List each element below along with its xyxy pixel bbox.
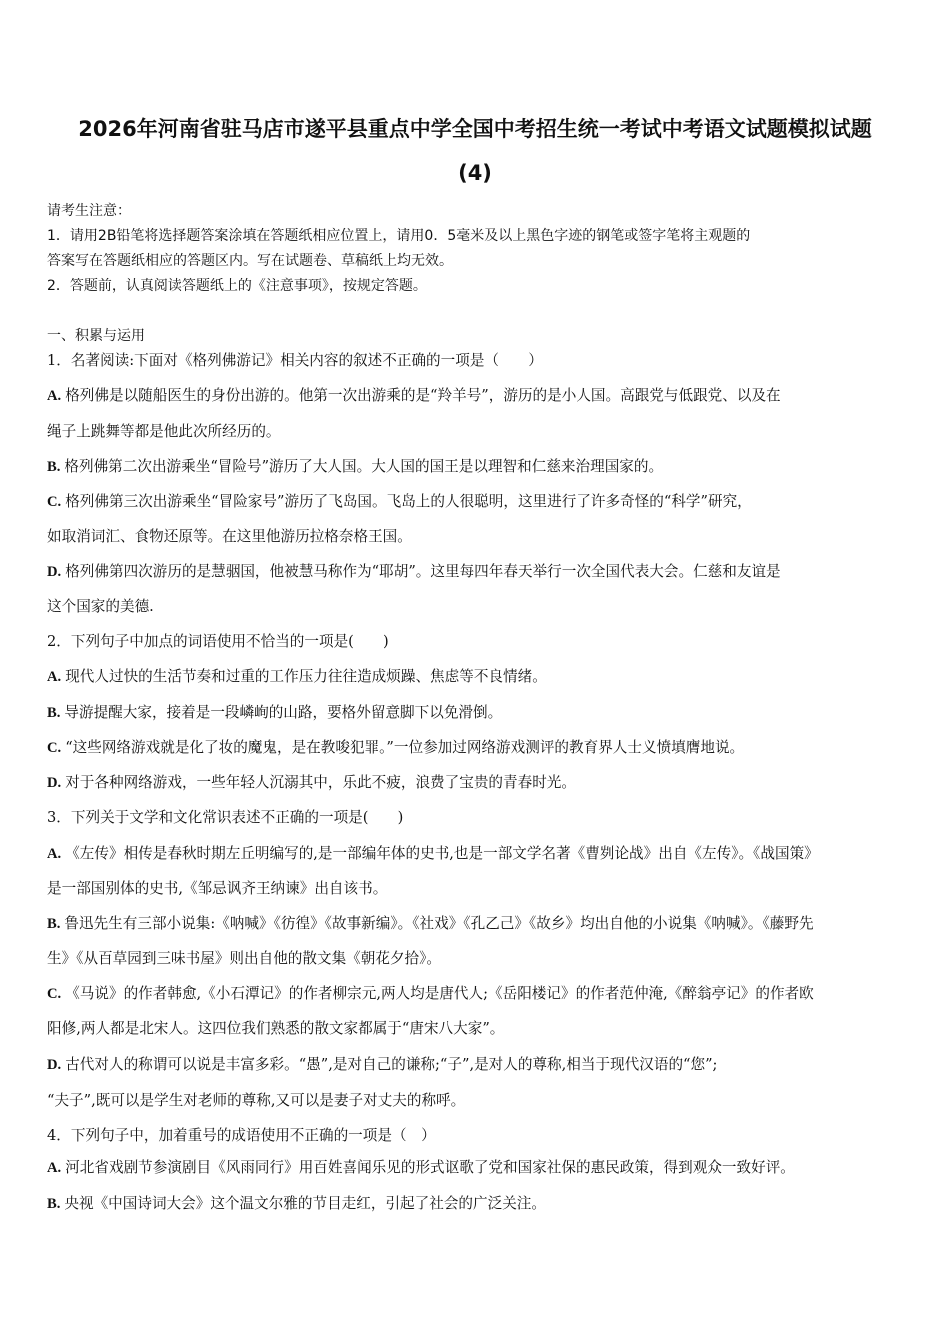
answer-option: [47, 844, 819, 864]
line-text: 河北省戏剧节参演剧目《风雨同行》用百姓喜闻乐见的形式讴歌了党和国家社保的惠民政策，得到观众一致好评。: [65, 1159, 795, 1176]
option-label: B.: [47, 459, 61, 475]
line-text: 格列佛第二次出游乘坐“冒险号”游历了大人国。大人国的国王是以理智和仁慈来治理国家的。: [64, 458, 664, 475]
option-label: B.: [47, 916, 61, 932]
notice-item: 答案写在答题纸相应的答题区内。写在试题卷、草稿纸上均无效。: [47, 253, 453, 269]
line-text: 导游提醒大家，接着是一段嶙峋的山路，要格外留意脚下以免滑倒。: [64, 704, 503, 721]
answer-option: [47, 703, 502, 723]
line-text: 绳子上跳舞等都是他此次所经历的。: [47, 423, 281, 440]
line-text: 对于各种网络游戏，一些年轻人沉溺其中，乐此不疲，浪费了宝贵的青春时光。: [65, 774, 576, 791]
notice-item: 2．答题前，认真阅读答题纸上的《注意事项》，按规定答题。: [47, 278, 427, 294]
answer-option: [47, 773, 576, 793]
answer-option: [47, 667, 547, 687]
section-heading: 一、积累与运用: [47, 328, 145, 344]
option-label: B.: [47, 1196, 61, 1212]
line-text: 如取消词汇、食物还原等。在这里他游历拉格奈格王国。: [47, 528, 412, 545]
line-text: 2．下列句子中加点的词语使用不恰当的一项是( ): [47, 633, 389, 650]
text-line: [47, 879, 387, 899]
option-label: C.: [47, 494, 62, 510]
line-text: 1．名著阅读:下面对《格列佛游记》相关内容的叙述不正确的一项是（ ）: [47, 352, 543, 369]
option-label: B.: [47, 705, 61, 721]
text-line: [47, 527, 412, 547]
line-text: 古代对人的称谓可以说是丰富多彩。“愚”,是对自己的谦称;“子”,是对人的尊称,相当于现代汉语的“您”;: [65, 1056, 718, 1073]
line-text: “夫子”,既可以是学生对老师的尊称,又可以是妻子对丈夫的称呼。: [47, 1092, 466, 1109]
answer-option: [47, 457, 663, 477]
question-stem: [47, 632, 389, 652]
line-text: 格列佛第四次游历的是慧骃国，他被慧马称作为“耶胡”。这里每四年春天举行一次全国代表大会。仁慈和友谊是: [65, 563, 781, 580]
line-text: “这些网络游戏就是化了妆的魔鬼，是在教唆犯罪。”一位参加过网络游戏测评的教育界人士义愤填膺地说。: [65, 739, 745, 756]
option-label: A.: [47, 388, 62, 404]
notice-item: 1．请用2B铅笔将选择题答案涂填在答题纸相应位置上，请用0．5毫米及以上黑色字迹的钢笔或签字笔将主观题的: [47, 228, 751, 244]
document-title: 2026年河南省驻马店市遂平县重点中学全国中考招生统一考试中考语文试题模拟试题: [78, 117, 872, 141]
answer-option: [47, 1055, 717, 1075]
answer-option: [47, 386, 781, 406]
line-text: 生》《从百草园到三味书屋》则出自他的散文集《朝花夕拾》。: [47, 950, 442, 967]
option-label: A.: [47, 1160, 62, 1176]
text-line: [47, 1091, 465, 1111]
text-line: [47, 949, 441, 969]
answer-option: [47, 984, 814, 1004]
notice-heading: 请考生注意：: [47, 203, 131, 219]
option-label: A.: [47, 846, 62, 862]
option-label: D.: [47, 1057, 62, 1073]
line-text: 是一部国别体的史书,《邹忌讽齐王纳谏》出自该书。: [47, 880, 388, 897]
line-text: 4．下列句子中，加着重号的成语使用不正确的一项是（ ）: [47, 1127, 436, 1144]
line-text: 这个国家的美德.: [47, 598, 154, 615]
answer-option: [47, 492, 752, 512]
option-label: A.: [47, 669, 62, 685]
text-line: [47, 422, 281, 442]
line-text: 格列佛是以随船医生的身份出游的。他第一次出游乘的是“羚羊号”，游历的是小人国。高跟党与低跟党、以及在: [65, 387, 781, 404]
answer-option: [47, 914, 814, 934]
question-stem: [47, 1126, 436, 1146]
line-text: 现代人过快的生活节奏和过重的工作压力往往造成烦躁、焦虑等不良情绪。: [65, 668, 547, 685]
option-label: C.: [47, 986, 62, 1002]
option-label: C.: [47, 740, 62, 756]
answer-option: [47, 738, 744, 758]
line-text: 鲁迅先生有三部小说集:《呐喊》《彷徨》《故事新编》。《社戏》《孔乙己》《故乡》均出自他的小说集《呐喊》。《藤野先: [64, 915, 814, 932]
question-stem: [47, 351, 543, 371]
answer-option: [47, 562, 781, 582]
line-text: 央视《中国诗词大会》这个温文尔雅的节目走红，引起了社会的广泛关注。: [64, 1195, 546, 1212]
line-text: 《马说》的作者韩愈,《小石潭记》的作者柳宗元,两人均是唐代人;《岳阳楼记》的作者范仲淹,《醉翁亭记》的作者欧: [65, 985, 814, 1002]
line-text: 《左传》相传是春秋时期左丘明编写的,是一部编年体的史书,也是一部文学名著《曹刿论战》出自《左传》。《战国策》: [65, 845, 819, 862]
option-label: D.: [47, 564, 62, 580]
line-text: 格列佛第三次出游乘坐“冒险家号”游历了飞岛国。飞岛上的人很聪明，这里进行了许多奇怪的“科学”研究，: [65, 493, 752, 510]
answer-option: [47, 1194, 546, 1214]
text-line: [47, 1019, 504, 1039]
document-title-number: (4): [458, 161, 492, 185]
question-stem: [47, 808, 403, 828]
line-text: 3．下列关于文学和文化常识表述不正确的一项是( ): [47, 809, 404, 826]
option-label: D.: [47, 775, 62, 791]
line-text: 阳修,两人都是北宋人。这四位我们熟悉的散文家都属于“唐宋八大家”。: [47, 1020, 505, 1037]
answer-option: [47, 1158, 795, 1178]
text-line: [47, 597, 154, 617]
